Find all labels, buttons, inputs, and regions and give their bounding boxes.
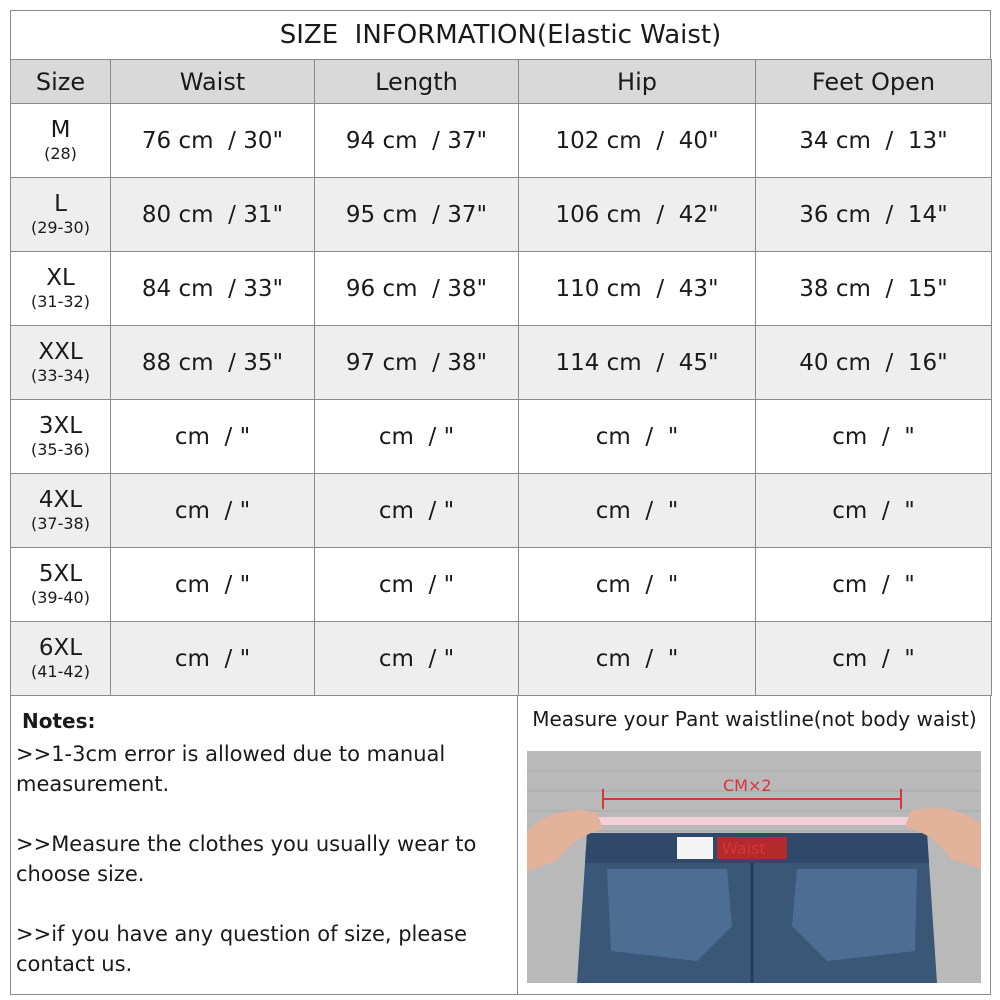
length-cell: 96 cm / 38" bbox=[315, 252, 519, 326]
header-feet-open: Feet Open bbox=[756, 60, 992, 104]
size-cell bbox=[11, 326, 111, 400]
header-hip: Hip bbox=[519, 60, 756, 104]
measuring-tape bbox=[597, 817, 913, 825]
hip-cell: cm / " bbox=[519, 400, 756, 474]
waist-cell: cm / " bbox=[111, 622, 315, 696]
notes-title: Notes: bbox=[22, 709, 96, 733]
measure-panel bbox=[518, 695, 991, 995]
size-cell bbox=[11, 104, 111, 178]
size-label: 5XL bbox=[38, 560, 83, 587]
table-row bbox=[11, 326, 992, 400]
waist-cell: cm / " bbox=[111, 400, 315, 474]
measure-caption: Measure your Pant waistline(not body waist) bbox=[532, 707, 977, 731]
size-range: (31-32) bbox=[31, 291, 90, 311]
note-item-error: >>1-3cm error is allowed due to manual measurement. bbox=[16, 742, 446, 796]
length-cell: cm / " bbox=[315, 622, 519, 696]
size-label: 4XL bbox=[38, 486, 83, 513]
size-range: (28) bbox=[44, 143, 77, 163]
hip-cell: cm / " bbox=[519, 548, 756, 622]
hip-cell: 114 cm / 45" bbox=[519, 326, 756, 400]
tape-label: Waist bbox=[722, 839, 766, 858]
chart-title: SIZE INFORMATION(Elastic Waist) bbox=[10, 10, 991, 60]
feet-open-cell: cm / " bbox=[756, 548, 992, 622]
header-length: Length bbox=[315, 60, 519, 104]
waist-cell: 84 cm / 33" bbox=[111, 252, 315, 326]
size-cell bbox=[11, 548, 111, 622]
size-range: (37-38) bbox=[31, 513, 90, 533]
feet-open-cell: 38 cm / 15" bbox=[756, 252, 992, 326]
size-cell bbox=[11, 474, 111, 548]
hip-cell: cm / " bbox=[519, 622, 756, 696]
hip-cell: cm / " bbox=[519, 474, 756, 548]
size-cell bbox=[11, 178, 111, 252]
hip-cell: 102 cm / 40" bbox=[519, 104, 756, 178]
table-header-row bbox=[11, 60, 992, 104]
note-item-measure: >>Measure the clothes you usually wear to choose size. bbox=[16, 832, 477, 886]
size-label: M bbox=[50, 116, 71, 143]
feet-open-cell: cm / " bbox=[756, 622, 992, 696]
size-label: XL bbox=[46, 264, 75, 291]
size-cell bbox=[11, 400, 111, 474]
waist-cell: 88 cm / 35" bbox=[111, 326, 315, 400]
size-range: (29-30) bbox=[31, 217, 90, 237]
jeans-waist-photo bbox=[527, 751, 981, 983]
size-cell bbox=[11, 622, 111, 696]
size-range: (41-42) bbox=[31, 661, 90, 681]
measure-arrow-label: CM×2 bbox=[723, 776, 772, 795]
notes-panel bbox=[10, 695, 518, 995]
table-row bbox=[11, 400, 992, 474]
feet-open-cell: 36 cm / 14" bbox=[756, 178, 992, 252]
size-range: (39-40) bbox=[31, 587, 90, 607]
table-row bbox=[11, 104, 992, 178]
size-range: (35-36) bbox=[31, 439, 90, 459]
feet-open-cell: cm / " bbox=[756, 400, 992, 474]
table-body bbox=[11, 104, 992, 696]
waist-cell: 80 cm / 31" bbox=[111, 178, 315, 252]
table-row bbox=[11, 622, 992, 696]
feet-open-cell: cm / " bbox=[756, 474, 992, 548]
waist-cell: cm / " bbox=[111, 548, 315, 622]
table-row bbox=[11, 178, 992, 252]
size-label: L bbox=[54, 190, 67, 217]
feet-open-cell: 40 cm / 16" bbox=[756, 326, 992, 400]
length-cell: cm / " bbox=[315, 400, 519, 474]
waist-cell: 76 cm / 30" bbox=[111, 104, 315, 178]
table-row bbox=[11, 474, 992, 548]
length-cell: cm / " bbox=[315, 548, 519, 622]
feet-open-cell: 34 cm / 13" bbox=[756, 104, 992, 178]
length-cell: 94 cm / 37" bbox=[315, 104, 519, 178]
size-label: XXL bbox=[38, 338, 83, 365]
table-row bbox=[11, 252, 992, 326]
size-table bbox=[10, 59, 992, 696]
table-row bbox=[11, 548, 992, 622]
size-range: (33-34) bbox=[31, 365, 90, 385]
jeans-illustration bbox=[527, 751, 981, 983]
length-cell: 97 cm / 38" bbox=[315, 326, 519, 400]
length-cell: cm / " bbox=[315, 474, 519, 548]
header-size: Size bbox=[11, 60, 111, 104]
size-cell bbox=[11, 252, 111, 326]
hip-cell: 106 cm / 42" bbox=[519, 178, 756, 252]
note-item-contact: >>if you have any question of size, please contact us. bbox=[16, 922, 468, 976]
header-waist: Waist bbox=[111, 60, 315, 104]
waist-cell: cm / " bbox=[111, 474, 315, 548]
size-label: 3XL bbox=[38, 412, 83, 439]
size-label: 6XL bbox=[38, 634, 83, 661]
length-cell: 95 cm / 37" bbox=[315, 178, 519, 252]
hip-cell: 110 cm / 43" bbox=[519, 252, 756, 326]
jeans-size-tag bbox=[677, 837, 713, 859]
